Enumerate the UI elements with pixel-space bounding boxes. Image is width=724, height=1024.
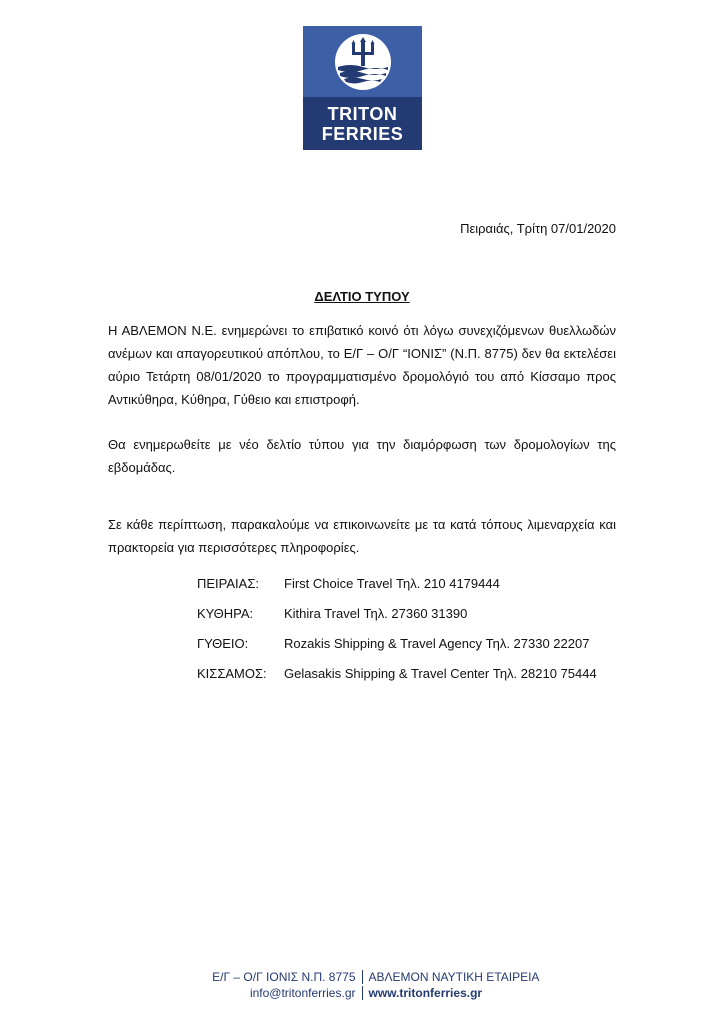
footer-vessel: Ε/Γ – Ο/Γ ΙΟΝΙΣ Ν.Π. 8775	[212, 970, 356, 984]
agent-row-kissamos	[197, 658, 597, 688]
agent-row-gytheio	[197, 628, 597, 658]
footer-row-top	[0, 969, 724, 985]
agent-info: Gelasakis Shipping & Travel Center Τηλ. 28210 75444	[284, 665, 597, 681]
agent-row-piraeus	[197, 568, 597, 598]
agent-info: Kithira Travel Τηλ. 27360 31390	[284, 605, 468, 621]
contact-advice-paragraph: Σε κάθε περίπτωση, παρακαλούμε να επικοινωνείτε με τα κατά τόπους λιμεναρχεία και πρακτορεία για περισσότερες πληροφορίες.	[108, 517, 616, 555]
agent-row-kythira	[197, 598, 597, 628]
announcement-paragraph: Η ΑΒΛΕΜΟΝ Ν.Ε. ενημερώνει το επιβατικό κοινό ότι λόγω συνεχιζόμενων θυελλωδών ανέμων και απαγορευτικού απόπλου, το Ε/Γ – Ο/Γ “ΙΟΝΙΣ” (Ν.Π. 8775) δεν θα εκτελέσει αύριο Τετάρτη 08/01/2020 το προγραμματισμένο δρομολόγιό του από Κίσσαμο προς Αντικύθηρα, Κύθηρα, Γύθειο και επιστροφή.	[108, 323, 616, 407]
company-logo	[303, 26, 422, 150]
footer-company: ΑΒΛΕΜΟΝ ΝΑΥΤΙΚΗ ΕΤΑΙΡΕΙΑ	[368, 970, 540, 984]
press-release-title: ΔΕΛΤΙΟ ΤΥΠΟΥ	[314, 289, 410, 304]
footer-website-link[interactable]: www.tritonferries.gr	[368, 986, 483, 1000]
agent-info: First Choice Travel Τηλ. 210 4179444	[284, 575, 500, 591]
agent-city: ΚΥΘΗΡΑ:	[197, 605, 254, 621]
footer-row-bottom	[0, 985, 724, 1001]
agent-city: ΚΙΣΣΑΜΟΣ:	[197, 665, 267, 681]
logo-word-ferries: FERRIES	[321, 124, 404, 144]
logo-word-triton: TRITON	[327, 104, 398, 124]
agent-info: Rozakis Shipping & Travel Agency Τηλ. 27330 22207	[284, 635, 590, 651]
footer-email-link[interactable]: info@tritonferries.gr	[249, 986, 356, 1000]
agents-list	[197, 568, 597, 688]
date-line: Πειραιάς, Τρίτη 07/01/2020	[460, 221, 616, 236]
logo-wordmark-panel	[303, 97, 422, 150]
logo-emblem-panel	[303, 26, 422, 97]
agent-city: ΓΥΘΕΙΟ:	[197, 635, 249, 651]
agent-city: ΠΕΙΡΑΙΑΣ:	[197, 575, 259, 591]
page-footer	[0, 969, 724, 1001]
update-notice-paragraph: Θα ενημερωθείτε με νέο δελτίο τύπου για την διαμόρφωση των δρομολογίων της εβδομάδας.	[108, 437, 616, 475]
trident-wave-icon	[333, 32, 393, 92]
